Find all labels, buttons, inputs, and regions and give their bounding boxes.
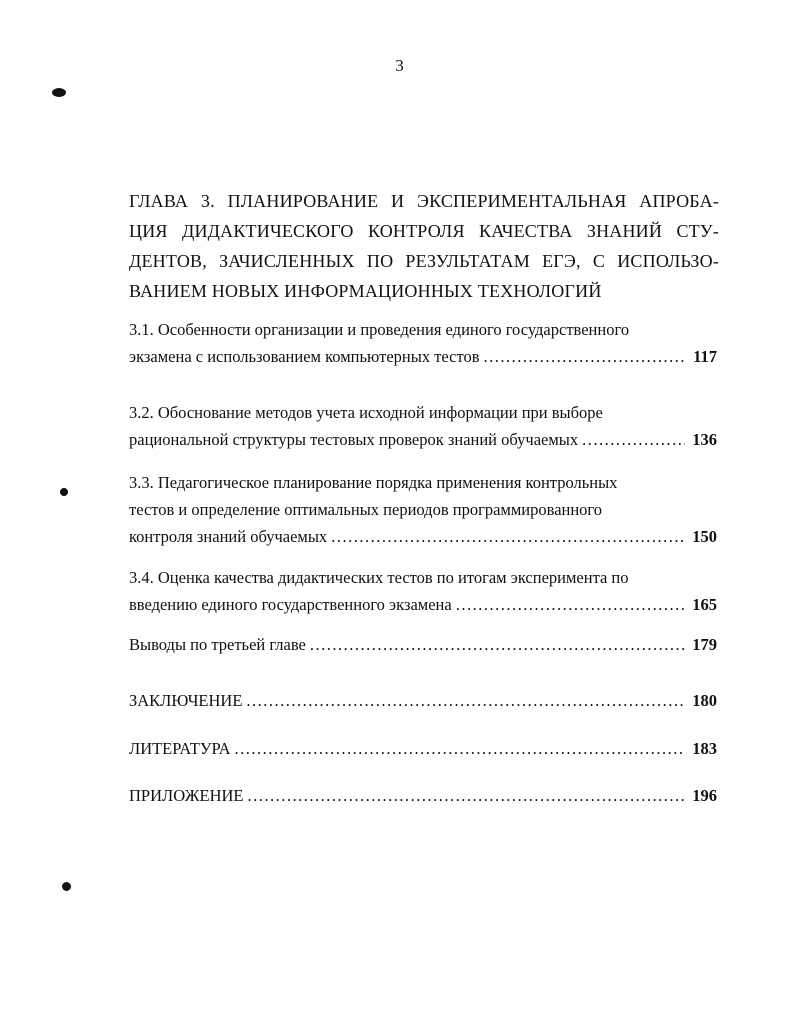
toc-page-number: 179	[692, 635, 717, 654]
toc-entry-3-3[interactable]	[129, 469, 717, 550]
chapter-heading-line: ГЛАВА 3. ПЛАНИРОВАНИЕ И ЭКСПЕРИМЕНТАЛЬНАЯ АПРОБА-	[129, 191, 719, 211]
toc-entry-last-line	[129, 591, 717, 618]
toc-page-number: 117	[693, 347, 717, 366]
dot-leader	[310, 631, 685, 658]
toc-entry-text: ЛИТЕРАТУРА	[129, 739, 231, 758]
toc-entry-literatura[interactable]	[129, 735, 717, 762]
dot-leader	[246, 687, 685, 714]
dot-leader	[247, 782, 685, 809]
toc-entry-last-line	[129, 426, 717, 453]
toc-entry-text: 3.3. Педагогическое планирование порядка применения контрольных	[129, 473, 618, 492]
toc-entry-prilozhenie[interactable]	[129, 782, 717, 809]
toc-entry-conclusions[interactable]	[129, 631, 717, 658]
dot-leader	[235, 735, 685, 762]
dot-leader	[484, 343, 685, 370]
toc-entry-last-line	[129, 782, 717, 809]
chapter-heading-line: ВАНИЕМ НОВЫХ ИНФОРМАЦИОННЫХ ТЕХНОЛОГИЙ	[129, 281, 602, 301]
toc-entry-last-line	[129, 523, 717, 550]
toc-page-number: 196	[692, 786, 717, 805]
toc-entry-text: контроля знаний обучаемых	[129, 527, 328, 546]
toc-entry-text: рациональной структуры тестовых проверок знаний обучаемых	[129, 430, 579, 449]
toc-entry-text: ЗАКЛЮЧЕНИЕ	[129, 691, 243, 710]
toc-entry-text: Выводы по третьей главе	[129, 635, 306, 654]
toc-entry-last-line	[129, 343, 717, 370]
toc-page-number: 165	[692, 595, 717, 614]
toc-entry-3-1[interactable]	[129, 316, 717, 370]
scan-speck-bottom	[62, 882, 71, 891]
toc-entry-zaklyuchenie[interactable]	[129, 687, 717, 714]
toc-entry-last-line	[129, 687, 717, 714]
chapter-heading-line: ДЕНТОВ, ЗАЧИСЛЕННЫХ ПО РЕЗУЛЬТАТАМ ЕГЭ, С ИСПОЛЬЗО-	[129, 251, 719, 271]
toc-entry-last-line	[129, 631, 717, 658]
toc-page-number: 180	[692, 691, 717, 710]
toc-entry-text: тестов и определение оптимальных периодов программированного	[129, 500, 603, 519]
toc-entry-3-4[interactable]	[129, 564, 717, 618]
chapter-heading	[129, 186, 719, 306]
toc-entry-text: введению единого государственного экзамена	[129, 595, 452, 614]
toc-entry-text: 3.4. Оценка качества дидактических тестов по итогам эксперимента по	[129, 568, 629, 587]
toc-page-number: 136	[692, 430, 717, 449]
toc-entry-3-2[interactable]	[129, 399, 717, 453]
chapter-heading-line: ЦИЯ ДИДАКТИЧЕСКОГО КОНТРОЛЯ КАЧЕСТВА ЗНАНИЙ СТУ-	[129, 221, 719, 241]
page-number: 3	[395, 56, 404, 75]
toc-entry-last-line	[129, 735, 717, 762]
toc-entry-text: 3.2. Обоснование методов учета исходной информации при выборе	[129, 403, 603, 422]
toc-entry-text: ПРИЛОЖЕНИЕ	[129, 786, 244, 805]
dot-leader	[456, 591, 685, 618]
toc-page-number: 183	[692, 739, 717, 758]
dot-leader	[582, 426, 685, 453]
scan-speck-top	[52, 88, 66, 97]
scan-speck-middle	[60, 488, 68, 496]
dot-leader	[331, 523, 685, 550]
toc-entry-text: экзамена с использованием компьютерных тестов	[129, 347, 480, 366]
toc-page-number: 150	[692, 527, 717, 546]
toc-entry-text: 3.1. Особенности организации и проведения единого государственного	[129, 320, 630, 339]
